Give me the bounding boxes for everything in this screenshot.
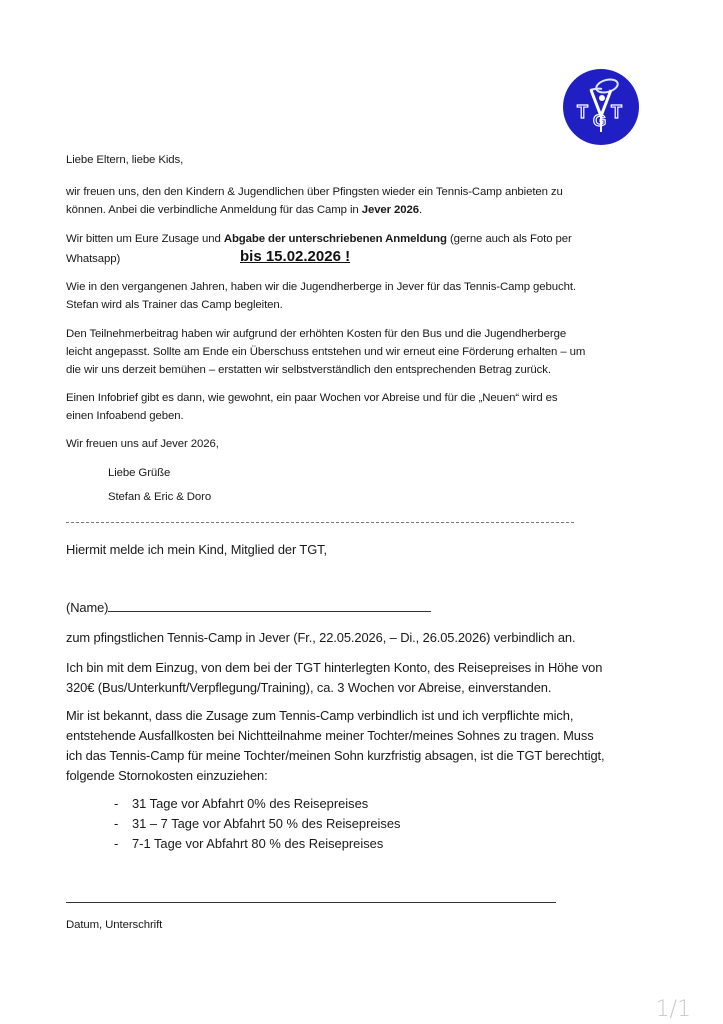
- list-item: - 31 Tage vor Abfahrt 0% des Reisepreises: [114, 796, 369, 811]
- closing-line: Wir freuen uns auf Jever 2026,: [66, 438, 219, 450]
- submission-request: Abgabe der unterschriebenen Anmeldung: [223, 233, 447, 245]
- booking-paragraph-line: Wie in den vergangenen Jahren, haben wir die Jugendherberge in Jever für das Tennis-Camp gebucht.: [66, 281, 576, 293]
- camp-location-year: Jever 2026: [361, 204, 419, 216]
- booking-paragraph-line: Stefan wird als Trainer das Camp begleiten.: [66, 299, 283, 311]
- svg-text:T: T: [611, 102, 622, 122]
- list-item: - 7-1 Tage vor Abfahrt 80 % des Reisepreises: [114, 836, 384, 851]
- fee-paragraph-line: leicht angepasst. Sollte am Ende ein Überschuss entstehen und wir erneut eine Förderung erhalten – um: [66, 346, 586, 358]
- form-intro: Hiermit melde ich mein Kind, Mitglied der TGT,: [66, 542, 327, 557]
- name-input-line[interactable]: [108, 598, 431, 612]
- greeting: Liebe Eltern, liebe Kids,: [66, 154, 184, 166]
- request-paragraph-line: Wir bitten um Eure Zusage und Abgabe der unterschriebenen Anmeldung (gerne auch als Foto per: [66, 233, 572, 245]
- terms-paragraph-line: Mir ist bekannt, dass die Zusage zum Tennis-Camp verbindlich ist und ich verpflichte mich,: [66, 708, 574, 723]
- name-field[interactable]: [66, 598, 431, 619]
- info-paragraph-line: Einen Infobrief gibt es dann, wie gewohnt, ein paar Wochen vor Abreise und für die „Neuen“ wird es: [66, 392, 558, 404]
- cut-line-separator: [66, 522, 574, 523]
- tgt-logo-icon: [562, 68, 640, 146]
- fee-paragraph-line: Den Teilnehmerbeitrag haben wir aufgrund der erhöhten Kosten für den Bus und die Jugendherberge: [66, 328, 567, 340]
- signature-names: Stefan & Eric & Doro: [108, 491, 212, 503]
- payment-paragraph-line: Ich bin mit dem Einzug, von dem bei der TGT hinterlegten Konto, des Reisepreises in Höhe von: [66, 660, 603, 675]
- info-paragraph-line: einen Infoabend geben.: [66, 410, 184, 422]
- signature-label: Datum, Unterschrift: [66, 919, 163, 931]
- request-paragraph-line: Whatsapp): [66, 253, 121, 265]
- svg-text:G: G: [593, 111, 607, 130]
- terms-paragraph-line: folgende Stornokosten einzuziehen:: [66, 768, 268, 783]
- deadline-date: bis 15.02.2026 !: [240, 248, 351, 265]
- list-item: - 31 – 7 Tage vor Abfahrt 50 % des Reisepreises: [114, 816, 401, 831]
- fee-paragraph-line: die wir uns derzeit bemühen – erstatten wir selbstverständlich den entsprechenden Betrag zurück.: [66, 364, 551, 376]
- intro-paragraph-line: wir freuen uns, den den Kindern & Jugendlichen über Pfingsten wieder ein Tennis-Camp anbieten zu: [66, 186, 563, 198]
- terms-paragraph-line: entstehende Ausfallkosten bei Nichtteilnahme meiner Tochter/meines Sohnes zu tragen. Muss: [66, 728, 594, 743]
- camp-dates-line: zum pfingstlichen Tennis-Camp in Jever (Fr., 22.05.2026, – Di., 26.05.2026) verbindlich an.: [66, 630, 576, 645]
- cancellation-fee-list: [114, 794, 400, 854]
- name-label: (Name): [66, 600, 109, 615]
- signature-input-line[interactable]: [66, 902, 556, 903]
- payment-paragraph-line: 320€ (Bus/Unterkunft/Verpflegung/Training), ca. 3 Wochen vor Abreise, einverstanden.: [66, 680, 552, 695]
- intro-paragraph-line: können. Anbei die verbindliche Anmeldung für das Camp in Jever 2026.: [66, 204, 423, 216]
- regards: Liebe Grüße: [108, 467, 171, 479]
- svg-text:T: T: [577, 102, 588, 122]
- terms-paragraph-line: ich das Tennis-Camp für meine Tochter/meinen Sohn kurzfristig absagen, ist die TGT berechtigt,: [66, 748, 605, 763]
- page-indicator: 1/1: [655, 997, 691, 1022]
